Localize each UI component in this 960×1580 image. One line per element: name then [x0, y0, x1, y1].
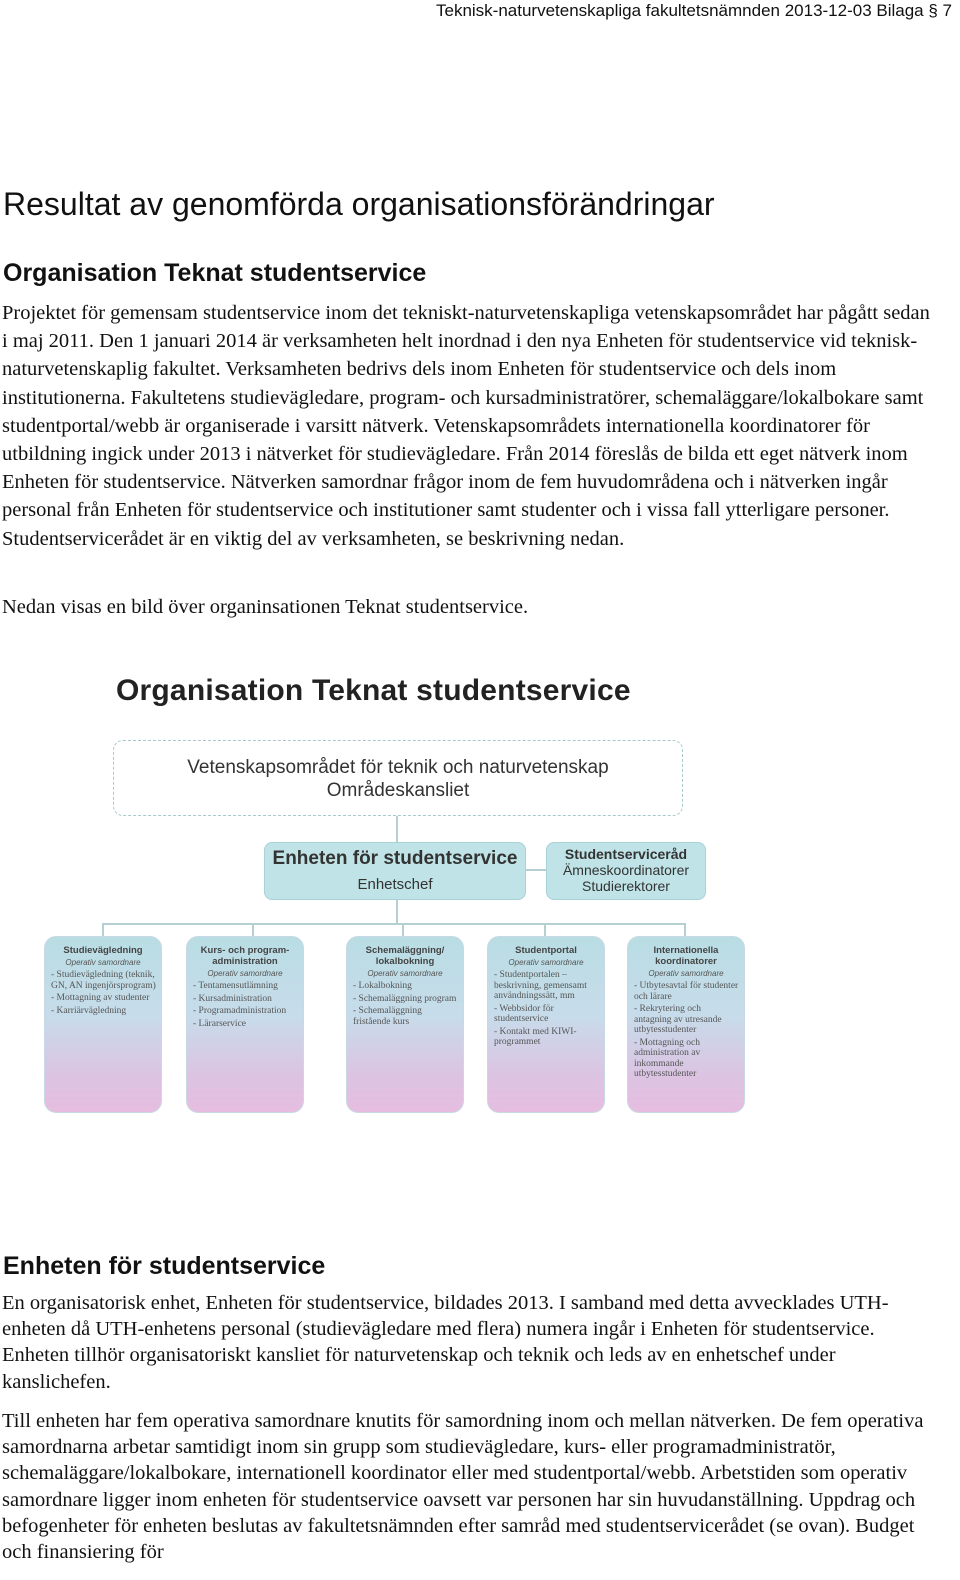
- org-column-item: - Lärarservice: [193, 1018, 247, 1029]
- org-column-item: - Mottagning och administration av inkommande utbytesstudenter: [634, 1037, 701, 1079]
- org-column-studentportal: [487, 936, 605, 1113]
- org-box-studentserviceraad: [546, 842, 706, 900]
- org-column-internationella: [627, 936, 745, 1113]
- page-title: Resultat av genomförda organisationsförändringar: [3, 186, 715, 222]
- org-column-item: - Programadministration: [193, 1006, 287, 1016]
- org-box-label: Områdeskansliet: [326, 780, 470, 801]
- connector-line: [396, 816, 398, 842]
- org-box-label: Studierektorer: [582, 878, 670, 894]
- connector-line: [524, 869, 546, 871]
- section-heading-enheten: Enheten för studentservice: [3, 1252, 326, 1280]
- org-column-subtitle: Operativ samordnare: [508, 958, 584, 967]
- org-box-label: Ämneskoordinatorer: [562, 862, 690, 878]
- org-column-item: - Studievägledning (teknik, GN, AN ingenjörsprogram): [51, 970, 156, 991]
- section-paragraph: Till enheten har fem operativa samordnare knutits för samordning inom och mellan nätverken. De fem operativa samordnarna arbetar samtidigt inom sin grupp som studievägledare, kurs- eller programadministratör, schemaläggare/lokalbokare, internationell koordinator eller med studentportal/webb. Arbetstiden som operativ samordnare ligger inom enheten för studentservice oavsett var personen har sin huvudanställning. Uppdrag och befogenheter för enheten beslutas av fakultetsnämnden efter samråd med studentservicerådet (se ovan). Budget och finansiering för: [2, 1410, 924, 1564]
- connector-line: [544, 923, 546, 936]
- org-column-subtitle: Operativ samordnare: [207, 969, 283, 978]
- org-column-item: - Studentportalen – beskrivning, gemensamt användningssätt, mm: [494, 970, 587, 1001]
- org-column-item: - Rekrytering och antagning av utresande utbytesstudenter: [634, 1004, 722, 1035]
- org-column-item: - Mottagning av studenter: [51, 993, 150, 1003]
- connector-line: [396, 898, 398, 923]
- org-column-kurs-program: [186, 936, 304, 1113]
- org-box-label: Enhetschef: [357, 876, 433, 893]
- org-column-item: - Tentamensutlämning: [193, 981, 278, 991]
- connector-line: [252, 923, 254, 936]
- org-column-subtitle: Operativ samordnare: [648, 969, 724, 978]
- section-paragraph: Projektet för gemensam studentservice inom det tekniskt-naturvetenskapliga vetenskapsområdet har pågått sedan i maj 2011. Den 1 januari 2014 är verksamheten helt inordnad i den nya Enheten för studentservice vid teknisk- naturvetenskaplig fakultet. Verksamheten bedrivs dels inom Enheten för studentservice och dels inom institutionerna. Fakultetens studievägledare, program- och kursadministratörer, schemaläggare/lokalbokare samt studentportal/webb är organiserade i varsitt nätverk. Vetenskapsområdets internationella koordinatorer för utbildning ingick under 2013 i nätverket för studievägledare. Från 2014 föreslås de bilda ett eget nätverk inom Enheten för studentservice. Nätverken samordnar frågor inom de fem huvudområdena och i nätverken ingår personal från Enheten för studentservice och institutioner samt studenter och i vissa fall ytterligare personer. Studentservicerådet är en viktig del av verksamheten, se beskrivning nedan.: [2, 302, 930, 550]
- org-column-title: Internationella koordinatorer: [653, 945, 719, 967]
- org-column-item: - Schemaläggning fristående kurs: [353, 1006, 422, 1027]
- org-column-item: - Schemaläggning program: [353, 993, 457, 1004]
- org-chart-title: Organisation Teknat studentservice: [116, 674, 631, 707]
- connector-line: [684, 923, 686, 936]
- connector-line: [102, 923, 686, 925]
- org-column-subtitle: Operativ samordnare: [65, 958, 141, 967]
- page-header: Teknisk-naturvetenskapliga fakultetsnämnden 2013-12-03 Bilaga § 7: [436, 1, 952, 20]
- org-column-item: - Webbsidor för studentservice: [494, 1003, 554, 1024]
- org-column-schemalaggning: [346, 936, 464, 1113]
- org-column-item: - Kontakt med KIWI-programmet: [494, 1026, 577, 1047]
- org-column-title: Studievägledning: [63, 945, 143, 956]
- org-column-item: - Utbytesavtal för studenter och lärare: [634, 981, 739, 1002]
- org-box-label: Studentserviceråd: [564, 846, 688, 862]
- org-column-subtitle: Operativ samordnare: [367, 969, 443, 978]
- section-heading-organisation: Organisation Teknat studentservice: [3, 259, 427, 287]
- org-box-label: Vetenskapsområdet för teknik och naturvetenskap: [187, 757, 609, 778]
- org-box-label: Enheten för studentservice: [272, 848, 518, 869]
- org-column-title: Kurs- och program-administration: [200, 945, 290, 967]
- org-column-item: - Kursadministration: [193, 993, 272, 1004]
- org-column-title: Schemaläggning/ lokalbokning: [365, 945, 445, 967]
- connector-line: [402, 923, 404, 936]
- figure-intro: Nedan visas en bild över organinsationen Teknat studentservice.: [2, 596, 529, 618]
- org-column-item: - Lokalbokning: [353, 981, 412, 991]
- connector-line: [102, 923, 104, 936]
- section-paragraph: En organisatorisk enhet, Enheten för studentservice, bildades 2013. I samband med detta avvecklades UTH-enheten då UTH-enhetens personal (studievägledare med flera) numera ingår i Enheten för studentservice. Enheten tillhör organisatoriskt kansliet för naturvetenskap och teknik och leds av en enhetschef under kanslichefen.: [2, 1292, 889, 1393]
- org-column-studievagledning: [44, 936, 162, 1113]
- org-column-item: - Karriärvägledning: [51, 1005, 127, 1016]
- org-box-enheten: [264, 842, 526, 900]
- org-column-title: Studentportal: [515, 945, 577, 956]
- org-chart: [0, 660, 960, 1130]
- org-box-vetenskapsomrade: [113, 740, 683, 816]
